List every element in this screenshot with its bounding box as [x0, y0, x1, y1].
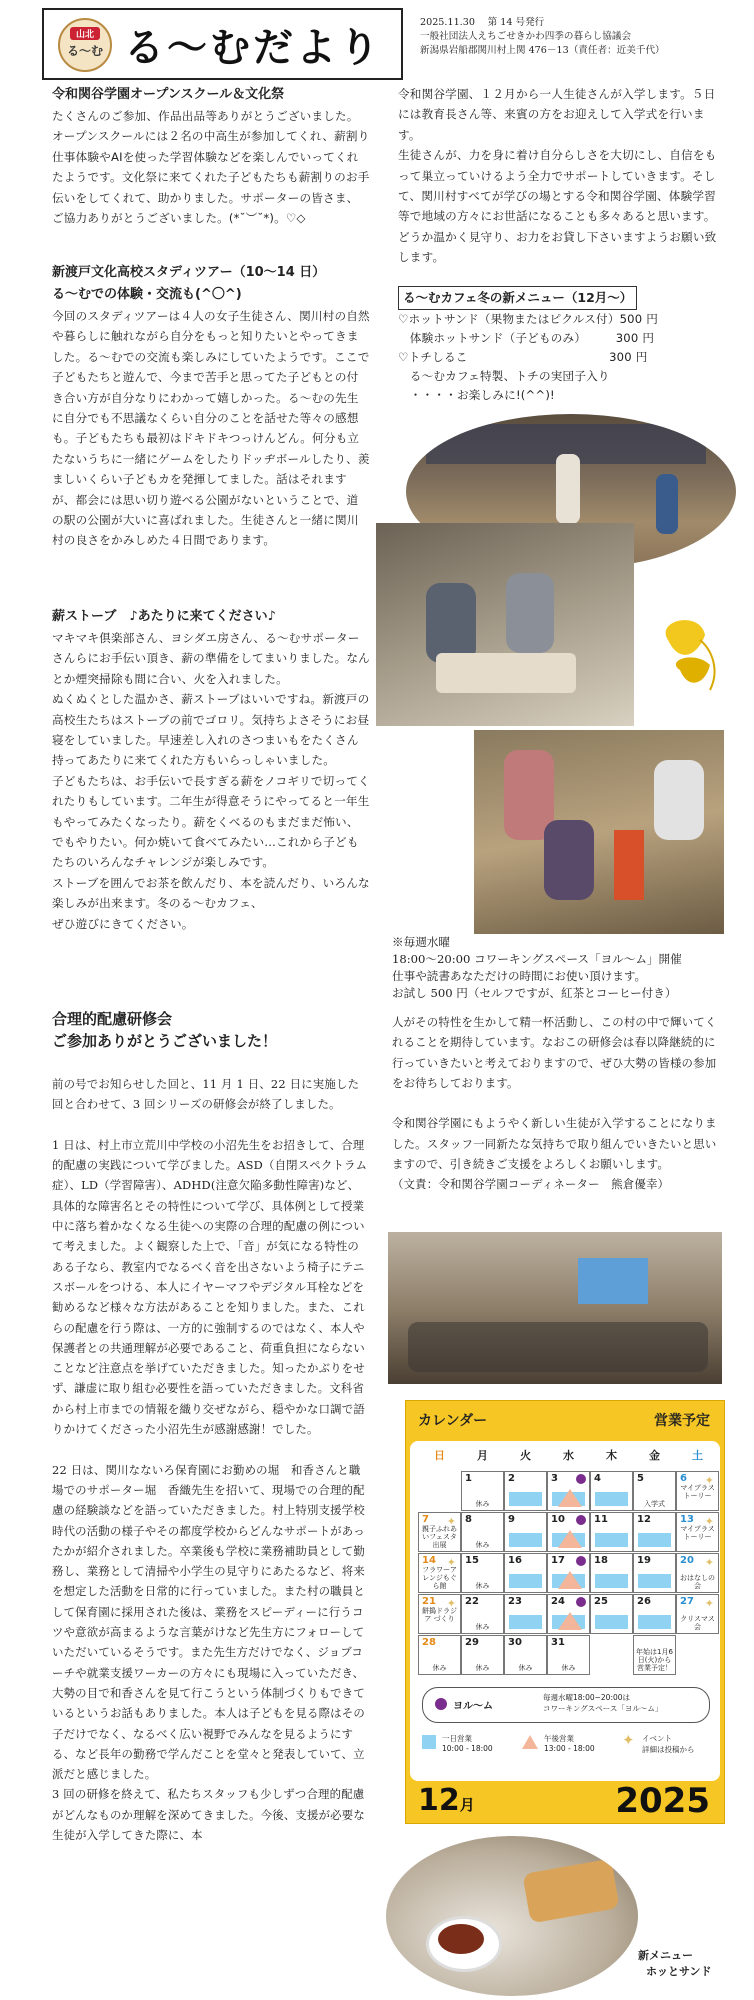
logo-top-text: 山北 [70, 27, 100, 40]
full-day-marker [638, 1574, 671, 1588]
day-note: 休み [475, 1623, 490, 1631]
calendar-day [590, 1471, 633, 1511]
moon-icon [576, 1474, 586, 1484]
day-number: 5 [637, 1473, 644, 1484]
article-open-school [52, 84, 370, 228]
legend-time: 詳細は投稿から [642, 1745, 695, 1754]
menu-item: る〜むカフェ特製、トチの実団子入り [398, 369, 610, 383]
yoru-note: 毎週水曜18:00~20:00は コワーキングスペース「ヨル〜ム」 [543, 1693, 663, 1713]
day-number: 12 [637, 1514, 651, 1525]
moon-icon [576, 1515, 586, 1525]
day-number: 2 [508, 1473, 515, 1484]
coworking-notice [392, 934, 722, 1002]
day-number: 16 [508, 1555, 522, 1566]
calendar-day [418, 1635, 461, 1675]
calendar-day [633, 1553, 676, 1593]
menu-item: ♡ホットサンド（果物またはピクルス付）500 円 [398, 312, 659, 326]
notice-line: 仕事や読書あなただけの時間にお使い頂けます。 [392, 969, 647, 983]
moon-icon [576, 1597, 586, 1607]
photo-hot-sandwich [386, 1836, 638, 1996]
day-note: フラワーアレンジもぐら館 [422, 1566, 457, 1590]
star-icon: ✦ [446, 1597, 456, 1610]
article-training [52, 1008, 370, 1845]
yoru-label: ヨル〜ム [453, 1701, 493, 1712]
article-wood-stove [52, 606, 370, 934]
calendar-day [590, 1635, 633, 1675]
calendar-day [633, 1471, 676, 1511]
calendar-legend [422, 1731, 712, 1771]
legend-full-day-swatch [422, 1735, 436, 1749]
calendar-day [676, 1594, 719, 1634]
full-day-marker [509, 1492, 542, 1506]
legend-time: 13:00 - 18:00 [544, 1744, 595, 1753]
full-day-marker [638, 1533, 671, 1547]
caption-line: ホッとサンド [646, 1965, 712, 1978]
weekday-label: 火 [520, 1449, 531, 1462]
day-note: 餅搗ドラジア づくり [422, 1607, 457, 1623]
day-note: マイプラストーリー [680, 1525, 715, 1541]
moon-icon [576, 1556, 586, 1566]
article-subheading: る〜むでの体験・交流も(^〇^) [52, 287, 242, 302]
day-number: 24 [551, 1596, 565, 1607]
day-note: マイプラストーリー [680, 1484, 715, 1500]
full-day-marker [509, 1615, 542, 1629]
day-number: 30 [508, 1637, 522, 1648]
day-number: 26 [637, 1596, 651, 1607]
day-number: 29 [465, 1637, 479, 1648]
full-day-marker [595, 1615, 628, 1629]
photo-seminar [388, 1232, 722, 1384]
day-number: 3 [551, 1473, 558, 1484]
star-icon: ✦ [704, 1515, 714, 1528]
calendar-day [676, 1471, 719, 1511]
full-day-marker [595, 1533, 628, 1547]
afternoon-marker [558, 1530, 582, 1548]
full-day-marker [509, 1574, 542, 1588]
calendar-day [504, 1594, 547, 1634]
star-icon: ✦ [446, 1515, 456, 1528]
moon-icon [435, 1698, 447, 1710]
calendar-cells [418, 1471, 720, 1677]
calendar-day [590, 1553, 633, 1593]
weekday-label: 月 [477, 1449, 488, 1462]
logo-bottom-text: る〜む [66, 44, 103, 58]
full-day-marker [595, 1574, 628, 1588]
legend-label: イベント [642, 1734, 672, 1743]
calendar-grid [410, 1441, 720, 1781]
day-number: 25 [594, 1596, 608, 1607]
calendar-day [676, 1512, 719, 1552]
day-number: 22 [465, 1596, 479, 1607]
day-number: 11 [594, 1514, 608, 1525]
masthead-title-box [42, 8, 403, 80]
day-note: クリスマス会 [680, 1615, 715, 1631]
publisher: 一般社団法人えちごせきかわ四季の暮らし協議会 [420, 31, 632, 42]
day-number: 20 [680, 1555, 694, 1566]
photo-wood-splitting [474, 730, 724, 934]
article-training-cont [392, 1012, 722, 1195]
menu-item: ・・・・お楽しみに!(^^)! [398, 388, 555, 402]
calendar-day [547, 1471, 590, 1511]
star-icon: ✦ [704, 1474, 714, 1487]
afternoon-marker [558, 1571, 582, 1589]
calendar-day [461, 1553, 504, 1593]
calendar-day [418, 1512, 461, 1552]
newsletter-title: る〜むだより [124, 24, 382, 71]
day-note: 休み [475, 1500, 490, 1508]
logo [58, 18, 112, 72]
full-day-marker [638, 1615, 671, 1629]
issue-date: 2025.11.30 第 14 号発行 [420, 17, 545, 28]
calendar-day [633, 1635, 676, 1675]
day-note: 休み [561, 1664, 576, 1672]
calendar-day [504, 1471, 547, 1511]
day-number: 13 [680, 1514, 694, 1525]
day-note: 年始は1月6日(火)から営業予定！ [636, 1648, 673, 1672]
calendar-day [418, 1553, 461, 1593]
calendar-day [590, 1512, 633, 1552]
legend-label: 午後営業 [544, 1734, 574, 1743]
article-new-student [398, 84, 720, 268]
address: 新潟県岩船郡関川村上関 476－13（責任者：近美千代） [420, 45, 665, 56]
notice-title: ※毎週水曜 [392, 935, 450, 949]
month-suffix: 月 [459, 1796, 475, 1814]
star-icon: ✦ [704, 1556, 714, 1569]
legend-afternoon-swatch [522, 1735, 538, 1749]
notice-line: お試し 500 円（セルフですが、紅茶とコーヒー付き） [392, 986, 677, 1000]
article-body: 前の号でお知らせした回と、11 月 1 日、22 日に実施した回と合わせて、3 回シリーズの研修会が終了しました。 1 日は、村上市立荒川中学校の小沼先生をお招きして、合理的配慮の実践について学びました。ASD（自閉スペクトラム症）、LD（学習障害）、ADHD(注意欠陥多動性障害)など、具体的な障害名とその特性について学び、具体例として授業中に落ち着かなくなる生徒への実際の合理的配慮の例について考えました。よく観察した上で、「音」が気になる特性のある子なら、教室内でなるべく音を出さないよう椅子にテニスボールをつける、本人にイヤーマフやデジタル耳栓などを勧めるなど様々な方法があることを知りました。また、これらの配慮を行う際は、一方的に強制するのではなく、本人や保護者との共通理解が必要であること、荷重負担にならないことなど注意点を挙げていただきました。知ったかぶりをせず、謙虚に取り組む必要性を語っていただきました。文科省から村上市までの情報を織り交ぜながら、穏やかな口調で語りかけてくださった小沼先生が感謝感謝！でした。 22 日は、関川なないろ保育園にお勤めの堀 和香さんと職場でのサポーター堀 香織先生を招いて、現場での合理的配慮の経験談などを語っていただきました。村上特別支援学校時代の活動の様子やその都度学校からどんなサポートがあったかが紹介されました。卒業後も学校に業務補助員として勤務し、業務として清掃や小学生の見守りにあたるなど、将来を想定した活動を日常的に行っていました。また村の職員として保育園に採用された後は、業務をスピーディーに行うコツや意欲が高まるような言葉がけなど先生方にフォローしていただいているそうです。また先生方だけでなく、ジョブコーチや就業支援ワーカーの方々にも現場に入っていただき、大勢の目で和香さんを見て行こうという体制づくりもできているというお話もありました。本人は子どもを見る際はその子だけでなく、なるべく広い視野でみんなを見るようにする、など長年の勤務で学んだことを堂々と発表していて、立派だと感じました。 3 回の研修を終えて、私たちスタッフも少しずつ合理的配慮がどんなものか理解を深めてきました。今後、支援が必要な生徒が入学してきた際に、本 [52, 1077, 368, 1842]
article-body: 今回のスタディツアーは４人の女子生徒さん、関川村の自然や暮らしに触れながら自分をもっと知りたいとやってきました。る〜むでの交流も楽しみにしていたようです。ここで子どもたちと遊んで、今まで苦手と思ってた子どもとの付き合い方が自分なりにわかって嬉しかった。る〜むの先生に自分でも不思議なくらい自分のことを話せた等々の感想も。子どもたちも最初はドキドキつっけんどん。何分も立たないうちに一緒にゲームをしたりドッヂボールしたり、羨ましいくらい子どもカを発揮してました。話はそれますが、都会には思い切り遊べる公園がないということで、道の駅の公園が大いに喜ばれました。生徒さんと一緒に関川村の良さをかみしめた４日間であります。 [52, 309, 370, 548]
star-icon: ✦ [622, 1731, 635, 1749]
cafe-menu [398, 286, 720, 405]
calendar-day [633, 1594, 676, 1634]
calendar-day [504, 1635, 547, 1675]
day-note: 休み [475, 1541, 490, 1549]
month-number: 12 [418, 1783, 460, 1818]
calendar-day [461, 1471, 504, 1511]
photo-caption [638, 1948, 738, 1980]
article-heading: 薪ストーブ ♪あたりに来てください♪ [52, 609, 276, 624]
calendar-badge: 営業予定 [654, 1413, 710, 1429]
day-note: 親子ふれあいフェスタ出展 [422, 1525, 457, 1549]
calendar-panel [405, 1400, 725, 1824]
calendar-day [547, 1512, 590, 1552]
article-body: マキマキ倶楽部さん、ヨシダエ房さん、る〜むサポーターさんらにお手伝い頂き、薪の準備をしてまいりました。なんとか煙突掃除も間に合い、火を入れました。 ぬくぬくとした温かさ、薪ストーブはいいですね。新渡戸の高校生たちはストーブの前でゴロリ。気持ちよさそうにお昼寝をしていました。早速差し入れのさつまいもをたくさん持ってあたりに来てくれた方もいらっしゃいました。 子どもたちは、お手伝いで長すぎる薪をノコギリで切ってくれたりもしています。二年生が得意そうにやってると一年生もやってみたくなったり。薪をくべるのもまだまだ怖い、でもやりたい。何か焼いて食べてみたい…これから子どもたちのいろんなチャレンジが楽しみです。 ストーブを囲んでお茶を飲んだり、本を読んだり、いろんな楽しみが出来ます。冬のる〜むカフェ、 ぜひ遊びにきてください。 [52, 631, 370, 931]
article-heading: 令和関谷学園オープンスクール＆文化祭 [52, 87, 285, 102]
afternoon-marker [558, 1489, 582, 1507]
calendar-year: 2025 [615, 1781, 710, 1821]
full-day-marker [509, 1533, 542, 1547]
calendar-day [504, 1512, 547, 1552]
day-number: 15 [465, 1555, 479, 1566]
calendar-day [418, 1594, 461, 1634]
article-heading: 新渡戸文化高校スタディツアー（10～14 日） [52, 265, 326, 280]
calendar-day [547, 1635, 590, 1675]
day-number: 19 [637, 1555, 651, 1566]
calendar-title: カレンダー [418, 1413, 488, 1429]
star-icon: ✦ [704, 1597, 714, 1610]
weekday-label: 金 [649, 1449, 660, 1462]
yoru-note-box [422, 1687, 710, 1723]
day-number: 21 [422, 1596, 436, 1607]
day-number: 6 [680, 1473, 687, 1484]
day-number: 4 [594, 1473, 601, 1484]
day-note: 休み [475, 1582, 490, 1590]
day-number: 17 [551, 1555, 565, 1566]
day-number: 18 [594, 1555, 608, 1566]
day-number: 27 [680, 1596, 694, 1607]
article-body: たくさんのご参加、作品出品等ありがとうございました。オープンスクールには２名の中高生が参加してくれ、薪割り仕事体験やAIを使った学習体験などを楽しんでいってくれたようです。文化祭に来てくれた子どもたちも薪割りのお手伝いをしてくれて、助かりました。サポーターの皆さま、ご協力ありがとうございました。(*˘︶˘*)。♡◇ [52, 109, 370, 226]
photo-kids-sawing [376, 523, 634, 726]
day-number: 23 [508, 1596, 522, 1607]
calendar-day [590, 1594, 633, 1634]
weekday-row [418, 1447, 718, 1465]
article-heading: 合理的配慮研修会 [52, 1010, 173, 1028]
calendar-day [504, 1553, 547, 1593]
menu-heading: る〜むカフェ冬の新メニュー（12月～） [398, 286, 637, 310]
ginkgo-leaf-illustration [650, 610, 730, 720]
day-note: 休み [432, 1664, 447, 1672]
menu-item: ♡トチしるこ 300 円 [398, 350, 648, 364]
calendar-day [547, 1553, 590, 1593]
calendar-day [461, 1594, 504, 1634]
weekday-label: 木 [606, 1449, 617, 1462]
article-heading-2: ご参加ありがとうございました！ [52, 1032, 278, 1050]
day-number: 8 [465, 1514, 472, 1525]
article-body: 人がその特性を生かして精一杯活動し、この村の中で輝いてくれることを期待しています。なおこの研修会は春以降継続的に行っていきたいと考えておりますので、ぜひ大勢の皆様の参加をお待ちしております。 令和関谷学園にもようやく新しい生徒が入学することになりました。スタッフ一同新たな気持ちで取り組んでいきたいと思いますので、引き続きご支援をよろしくお願いします。 （文責：令和関谷学園コーディネーター 熊倉優幸） [392, 1015, 717, 1192]
calendar-day [633, 1512, 676, 1552]
star-icon: ✦ [446, 1556, 456, 1569]
full-day-marker [595, 1492, 628, 1506]
menu-item: 体験ホットサンド（子どものみ） 300 円 [398, 331, 655, 345]
legend-label: 一日営業 [442, 1734, 472, 1743]
weekday-label: 日 [434, 1449, 445, 1462]
legend-time: 10:00 - 18:00 [442, 1744, 493, 1753]
day-number: 28 [422, 1637, 436, 1648]
day-number: 10 [551, 1514, 565, 1525]
article-body: 令和関谷学園、１２月から一人生徒さんが入学します。５日には教育長さん等、来賓の方をお迎えして入学式を行います。 生徒さんが、力を身に着け自分らしさを大切にし、自信をもって巣立っていけるよう全力でサポートしていきます。そして、関川村すべてが学びの場とする令和関谷学園、体験学習等で地域の方々にお世話になることも多々あると思います。どうか温かく見守り、お力をお貸し下さいますようお願い致します。 [398, 87, 717, 265]
calendar-day [676, 1553, 719, 1593]
day-note: 入学式 [644, 1500, 665, 1508]
day-note: 休み [475, 1664, 490, 1672]
calendar-day [461, 1635, 504, 1675]
day-number: 1 [465, 1473, 472, 1484]
day-note: 休み [518, 1664, 533, 1672]
weekday-label: 水 [563, 1449, 574, 1462]
weekday-label: 土 [692, 1449, 703, 1462]
notice-line: 18:00～20:00 コワーキングスペース「ヨル〜ム」開催 [392, 952, 682, 966]
day-number: 31 [551, 1637, 565, 1648]
calendar-month [418, 1783, 475, 1818]
calendar-day [461, 1512, 504, 1552]
calendar-day [547, 1594, 590, 1634]
issue-info [420, 16, 740, 58]
article-study-tour [52, 262, 370, 551]
calendar-day [418, 1471, 461, 1511]
day-number: 7 [422, 1514, 429, 1525]
afternoon-marker [558, 1612, 582, 1630]
day-number: 14 [422, 1555, 436, 1566]
calendar-header [406, 1401, 724, 1437]
calendar-day [676, 1635, 719, 1675]
day-number: 9 [508, 1514, 515, 1525]
caption-line: 新メニュー [638, 1949, 693, 1962]
day-note: おはなしの会 [680, 1574, 715, 1590]
